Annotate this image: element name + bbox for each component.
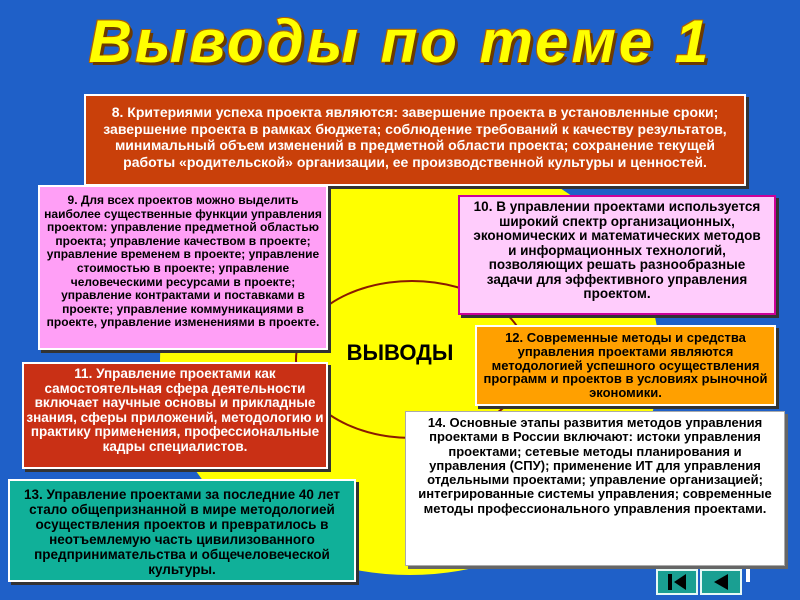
previous-slide-icon bbox=[710, 573, 732, 591]
conclusion-8: 8. Критериями успеха проекта являются: завершение проекта в установленные сроки; завершение проекта в рамках бюджета; соблюдение требований к качеству результатов, минимальный объем изменений в предметной области проекта; сохранение текущей работы «родительской» организации, ее производственной культуры и ценностей. bbox=[84, 94, 746, 186]
conclusion-10: 10. В управлении проектами используется широкий спектр организационных, экономических и математических методов и информационных технологий, позволяющих решать разнообразные задачи для эффективного управления проектом. bbox=[458, 195, 776, 315]
center-label: ВЫВОДЫ bbox=[346, 340, 454, 365]
first-slide-button[interactable] bbox=[656, 569, 698, 595]
conclusion-11: 11. Управление проектами как самостоятельная сфера деятельности включает научные основы и прикладные знания, сферы приложений, методологию и практику применения, профессиональные кадры специалистов. bbox=[22, 362, 328, 469]
slide-title: Выводы по теме 1 bbox=[88, 8, 712, 75]
nav-edge bbox=[746, 569, 750, 582]
conclusion-13: 13. Управление проектами за последние 40 лет стало общепризнанной в мире методологией осуществления проектов и превратилось в неотъемлемую часть цивилизованного предпринимательства и общечеловеческой культуры. bbox=[8, 479, 356, 582]
conclusion-9: 9. Для всех проектов можно выделить наиболее существенные функции управления проектом: управление предметной областью проекта; управление качеством в проекте; управление временем в проекте; управление стоимостью в проекте; управление человеческими ресурсами в проекте; управление контрактами и поставками в проекте; управление коммуникациями в проекте, управление изменениями в проекте. bbox=[38, 185, 328, 350]
conclusion-12: 12. Современные методы и средства управления проектами являются методологией успешного осуществления программ и проектов в условиях рыночной экономики. bbox=[475, 325, 776, 406]
previous-slide-button[interactable] bbox=[700, 569, 742, 595]
conclusion-14: 14. Основные этапы развития методов управления проектами в России включают: истоки управления проектами; сетевые методы планирования и управления (СПУ); применение ИТ для управления отдельными проектами; управление организацией; интегрированные системы управления; современные методы профессионального управления проектами. bbox=[405, 411, 785, 566]
first-slide-icon bbox=[666, 573, 688, 591]
